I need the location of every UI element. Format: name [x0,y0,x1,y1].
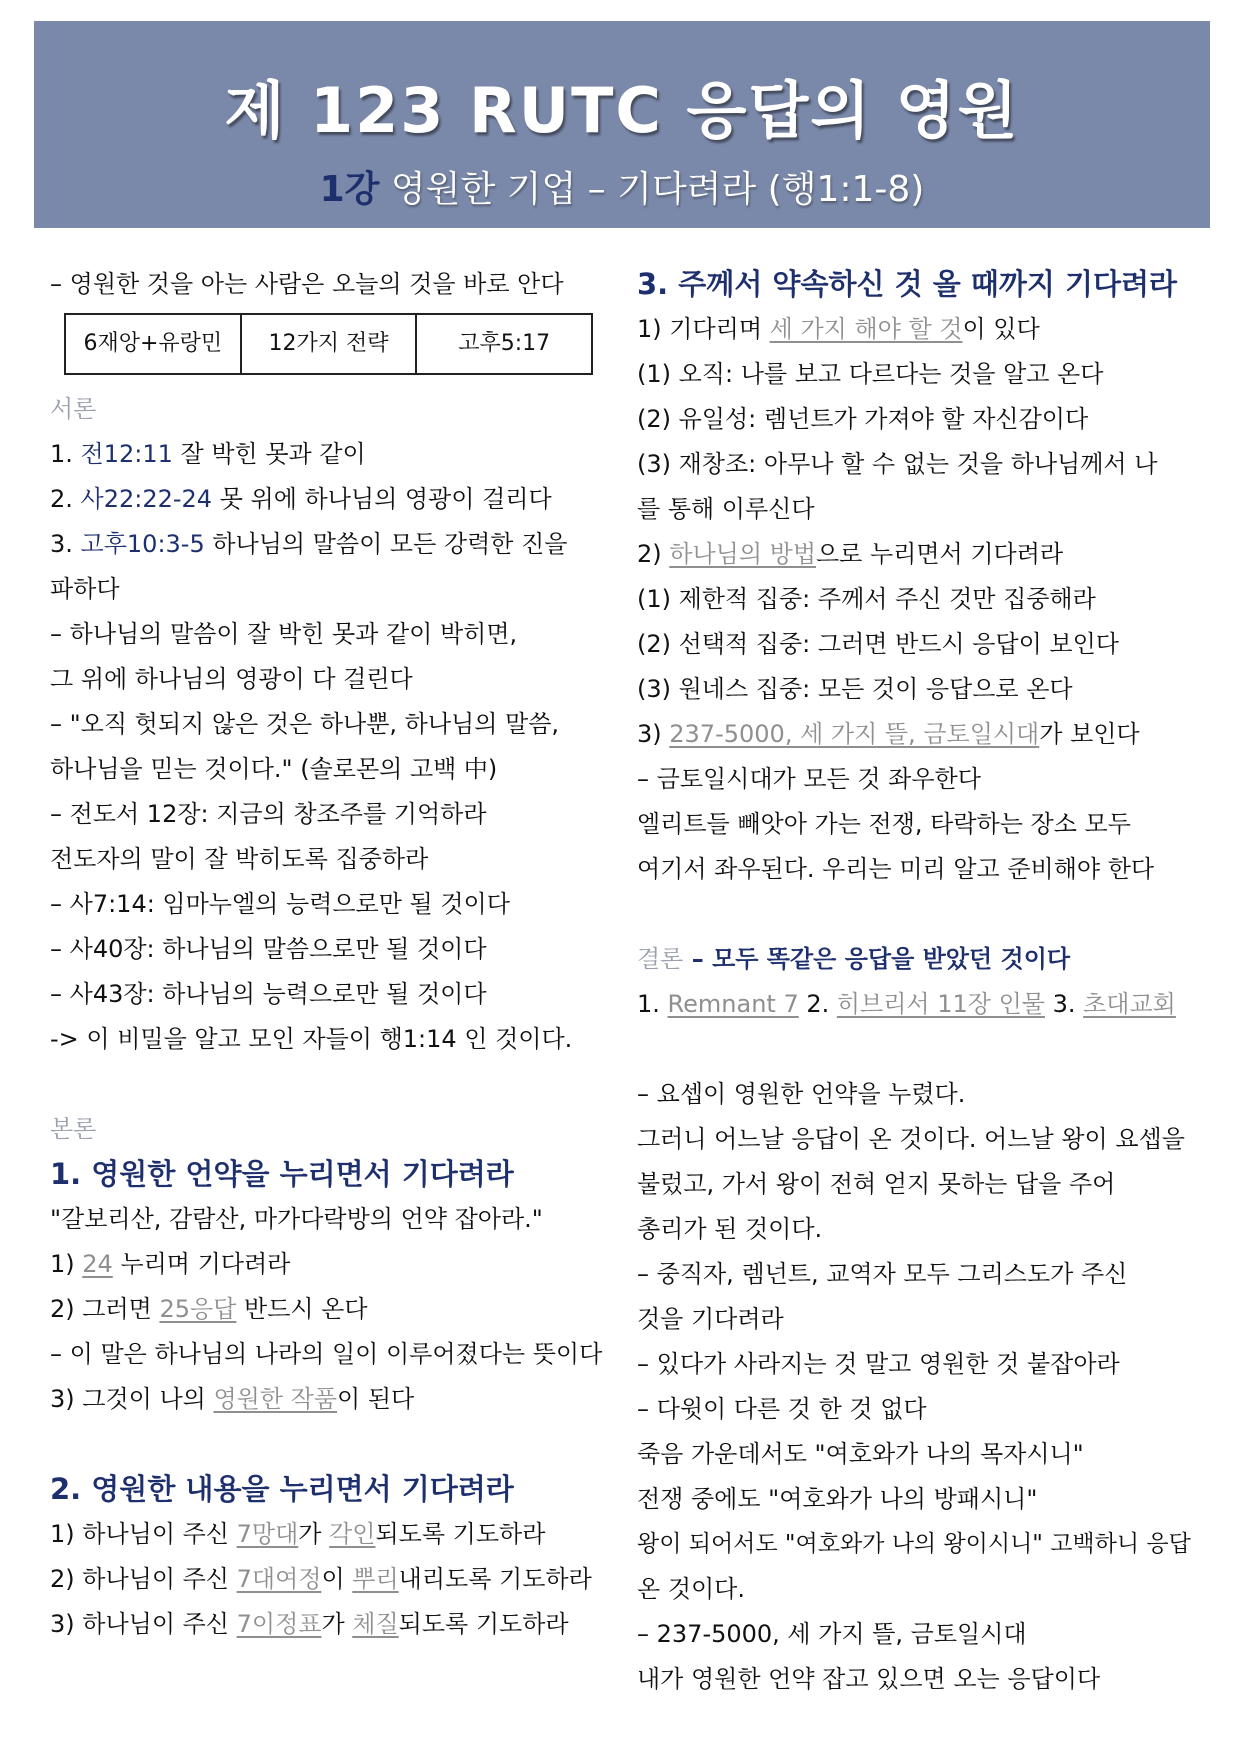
intro-line: – 영원한 것을 아는 사람은 오늘의 것을 바로 안다 [50,270,564,298]
left-column [50,262,610,1647]
text-line: 엘리트들 빼앗아 가는 전쟁, 타락하는 장소 모두 [637,810,1131,838]
text-line: 3) 하나님이 주신 7이정표가 체질되도록 기도하라 [50,1610,569,1638]
text-line: (1) 오직: 나를 보고 다르다는 것을 알고 온다 [637,360,1104,388]
heading-2: 2. 영원한 내용을 누리면서 기다려라 [50,1472,514,1506]
text-line: 총리가 된 것이다. [637,1215,823,1243]
text-line: 죽음 가운데서도 "여호와가 나의 목자시니" [637,1440,1084,1468]
text-line: (3) 재창조: 아무나 할 수 없는 것을 하나님께서 나 [637,450,1158,478]
text-line: 1) 기다리며 세 가지 해야 할 것이 있다 [637,315,1040,343]
underlined-keyword: 7대여정 [236,1565,322,1593]
text-line: 를 통해 이루신다 [637,495,815,523]
right-column [637,262,1197,1702]
underlined-keyword: 히브리서 11장 인물 [836,990,1045,1018]
text-line: 것을 기다려라 [637,1305,784,1333]
text-line: – 사43장: 하나님의 능력으로만 될 것이다 [50,980,487,1008]
text-line: – 있다가 사라지는 것 말고 영원한 것 붙잡아라 [637,1350,1120,1378]
text-line: (3) 원네스 집중: 모든 것이 응답으로 온다 [637,675,1073,703]
text-line: 1. Remnant 7 2. 히브리서 11장 인물 3. 초대교회 [637,990,1176,1018]
text-line: 내가 영원한 언약 잡고 있으면 오는 응답이다 [637,1665,1101,1693]
conclusion-heading [637,937,1197,982]
text-line: (1) 제한적 집중: 주께서 주신 것만 집중해라 [637,585,1096,613]
text-line [50,522,610,567]
underlined-keyword: 초대교회 [1083,990,1176,1018]
text-line: 전도자의 말이 잘 박히도록 집중하라 [50,845,429,873]
section-label-bonron: 본론 [50,1115,97,1143]
text-line: 여기서 좌우된다. 우리는 미리 알고 준비해야 한다 [637,855,1155,883]
section-label-seoron: 서론 [50,395,97,423]
underlined-keyword: 237-5000, 세 가지 뜰, 금토일시대 [669,720,1040,748]
conclusion-text: – 모두 똑같은 응답을 받았던 것이다 [683,945,1071,973]
underlined-keyword: 각인 [329,1520,376,1548]
text-line: – 중직자, 렘넌트, 교역자 모두 그리스도가 주신 [637,1260,1128,1288]
text-line: "갈보리산, 감람산, 마가다락방의 언약 잡아라." [50,1205,543,1233]
page-title: 제 123 RUTC 응답의 영원 [224,74,1020,147]
text-line: – 사7:14: 임마누엘의 능력으로만 될 것이다 [50,890,510,918]
text-line: – 전도서 12장: 지금의 창조주를 기억하라 [50,800,487,828]
keyword-cell: 6재앙+유랑민 [66,315,242,373]
text-line: 그 위에 하나님의 영광이 다 걸린다 [50,665,413,693]
underlined-keyword: 뿌리 [352,1565,399,1593]
text-line: 1) 하나님이 주신 7망대가 각인되도록 기도하라 [50,1520,546,1548]
text-line: (2) 선택적 집중: 그러면 반드시 응답이 보인다 [637,630,1119,658]
text-line: 2) 하나님의 방법으로 누리면서 기다려라 [637,540,1064,568]
text-line: 그러니 어느날 응답이 온 것이다. 어느날 왕이 요셉을 [637,1125,1185,1153]
item-number: 1. [50,440,81,468]
text-line: 3) 237-5000, 세 가지 뜰, 금토일시대가 보인다 [637,720,1140,748]
text-line: – "오직 헛되지 않은 것은 하나뿐, 하나님의 말씀, [50,710,560,738]
underlined-keyword: 체질 [352,1610,399,1638]
text-line [50,477,610,522]
text-line: -> 이 비밀을 알고 모인 자들이 행1:14 인 것이다. [50,1025,573,1053]
keyword-cell: 고후5:17 [458,331,551,356]
text-line: 3) 그것이 나의 영원한 작품이 된다 [50,1385,415,1413]
text-line: 2) 하나님이 주신 7대여정이 뿌리내리도록 기도하라 [50,1565,592,1593]
item-number: 2. [50,485,81,513]
text-line: 불렀고, 가서 왕이 전혀 얻지 못하는 답을 주어 [637,1170,1116,1198]
text-line: – 하나님의 말씀이 잘 박힌 못과 같이 박히면, [50,620,518,648]
text-line: 2) 그러면 25응답 반드시 온다 [50,1295,368,1323]
keyword-cell: 12가지 전략 [242,315,418,373]
lecture-number: 1강 [319,169,380,210]
text-line: – 이 말은 하나님의 나라의 일이 이루어졌다는 뜻이다 [50,1340,603,1368]
text-line: 온 것이다. [637,1575,745,1603]
item-number: 3. [50,530,81,558]
scripture-ref: 고후10:3-5 [80,530,205,558]
keyword-box [64,313,593,375]
text-line: – 다윗이 다른 것 한 것 없다 [637,1395,927,1423]
item-text: 하나님의 말씀이 모든 강력한 진을 [204,530,568,558]
title-banner [34,21,1210,228]
text-line: 하나님을 믿는 것이다." (솔로몬의 고백 中) [50,755,498,783]
text-line: (2) 유일성: 렘넌트가 가져야 할 자신감이다 [637,405,1089,433]
text-line: – 요셉이 영원한 언약을 누렸다. [637,1080,966,1108]
item-text: 잘 박힌 못과 같이 [172,440,366,468]
page-subtitle [34,161,1210,212]
item-text: 못 위에 하나님의 영광이 걸리다 [212,485,552,513]
underlined-keyword: 25응답 [159,1295,237,1323]
lecture-title: 영원한 기업 – 기다려라 (행1:1-8) [379,169,925,210]
underlined-keyword: 하나님의 방법 [669,540,816,568]
text-line: 파하다 [50,575,120,603]
text-line: – 사40장: 하나님의 말씀으로만 될 것이다 [50,935,487,963]
underlined-keyword: 7망대 [236,1520,299,1548]
underlined-keyword: 24 [82,1250,113,1278]
underlined-keyword: 영원한 작품 [213,1385,338,1413]
text-line: 전쟁 중에도 "여호와가 나의 방패시니" [637,1485,1038,1513]
text-line: – 237-5000, 세 가지 뜰, 금토일시대 [637,1620,1027,1648]
text-line: 왕이 되어서도 "여호와가 나의 왕이시니" 고백하니 응답 [637,1531,1191,1557]
underlined-keyword: Remnant 7 [667,990,799,1018]
scripture-ref: 전12:11 [80,440,173,468]
section-label-gyeolron: 결론 [637,945,684,973]
heading-3: 3. 주께서 약속하신 것 올 때까지 기다려라 [637,267,1177,301]
text-line [50,432,610,477]
text-line: 1) 24 누리며 기다려라 [50,1250,291,1278]
underlined-keyword: 세 가지 해야 할 것 [769,315,963,343]
underlined-keyword: 7이정표 [236,1610,322,1638]
scripture-ref: 사22:22-24 [80,485,213,513]
text-line: – 금토일시대가 모든 것 좌우한다 [637,765,981,793]
heading-1: 1. 영원한 언약을 누리면서 기다려라 [50,1157,514,1191]
